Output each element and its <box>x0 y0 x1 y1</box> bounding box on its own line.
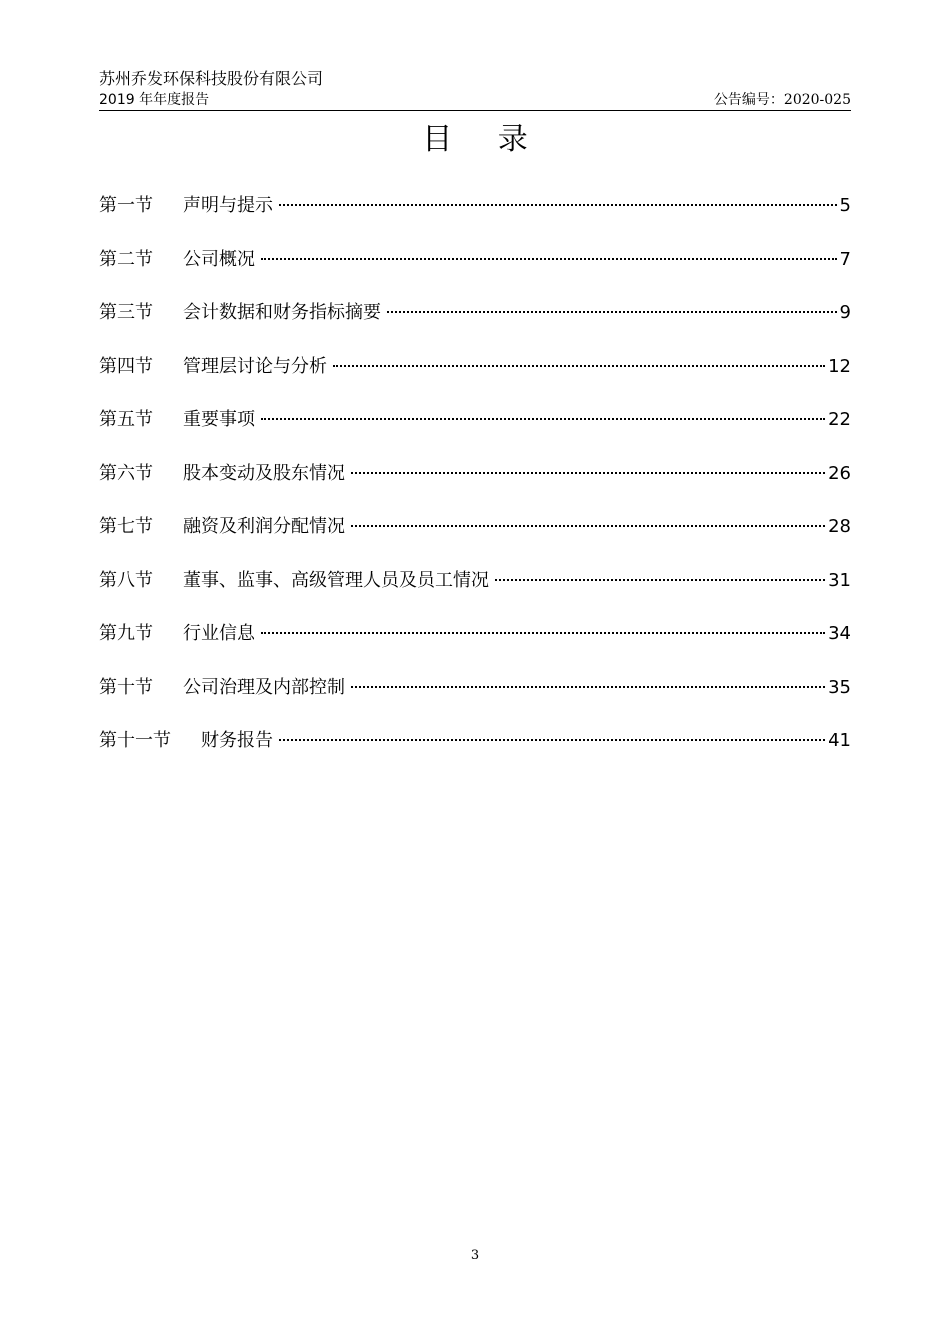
toc-name: 声明与提示 <box>183 195 273 216</box>
page-header <box>99 68 851 109</box>
table-of-contents <box>99 190 851 779</box>
toc-section: 第四节 <box>99 355 153 377</box>
toc-section: 第六节 <box>99 462 153 484</box>
toc-section: 第九节 <box>99 623 153 644</box>
toc-page: 35 <box>828 676 851 698</box>
toc-entry[interactable] <box>99 351 851 405</box>
toc-name: 公司概况 <box>183 248 255 270</box>
toc-name: 董事、监事、高级管理人员及员工情况 <box>183 569 489 591</box>
toc-leader-dots <box>351 472 825 474</box>
toc-page: 26 <box>828 462 851 484</box>
toc-section: 第十节 <box>99 676 153 698</box>
toc-page: 7 <box>839 248 851 270</box>
toc-entry[interactable] <box>99 190 851 244</box>
report-title: 2019 年年度报告 <box>99 92 210 108</box>
toc-name: 财务报告 <box>201 730 273 751</box>
toc-page: 12 <box>828 355 851 377</box>
toc-entry[interactable] <box>99 404 851 458</box>
toc-page: 34 <box>828 623 851 644</box>
toc-entry[interactable] <box>99 618 851 672</box>
toc-entry[interactable] <box>99 511 851 565</box>
toc-leader-dots <box>351 525 825 527</box>
toc-page: 5 <box>839 195 851 216</box>
toc-entry[interactable] <box>99 725 851 779</box>
toc-leader-dots <box>495 579 825 581</box>
toc-page: 41 <box>828 730 851 751</box>
toc-section: 第八节 <box>99 569 153 591</box>
toc-page: 22 <box>828 409 851 430</box>
company-name: 苏州乔发环保科技股份有限公司 <box>99 69 324 88</box>
toc-section: 第十一节 <box>99 730 171 751</box>
header-subrow <box>99 91 851 109</box>
toc-section: 第三节 <box>99 302 153 323</box>
toc-leader-dots <box>351 686 825 688</box>
toc-page: 9 <box>839 302 851 323</box>
toc-name: 融资及利润分配情况 <box>183 516 345 537</box>
toc-leader-dots <box>261 418 825 420</box>
header-rule <box>99 110 851 111</box>
toc-page: 31 <box>828 569 851 591</box>
toc-title: 目 录 <box>422 122 546 157</box>
toc-name: 行业信息 <box>183 623 255 644</box>
toc-section: 第五节 <box>99 409 153 430</box>
toc-leader-dots <box>279 739 825 741</box>
toc-entry[interactable] <box>99 672 851 726</box>
toc-section: 第一节 <box>99 195 153 216</box>
page-number: 3 <box>470 1248 480 1263</box>
toc-entry[interactable] <box>99 297 851 351</box>
toc-section: 第七节 <box>99 516 153 537</box>
toc-name: 重要事项 <box>183 409 255 430</box>
toc-leader-dots <box>261 258 837 260</box>
toc-page: 28 <box>828 516 851 537</box>
toc-leader-dots <box>279 204 837 206</box>
toc-name: 公司治理及内部控制 <box>183 676 345 698</box>
toc-name: 股本变动及股东情况 <box>183 462 345 484</box>
toc-name: 会计数据和财务指标摘要 <box>183 302 381 323</box>
toc-entry[interactable] <box>99 565 851 619</box>
toc-leader-dots <box>387 311 837 313</box>
toc-leader-dots <box>333 365 825 367</box>
toc-entry[interactable] <box>99 458 851 512</box>
notice-number: 公告编号：2020-025 <box>713 92 851 108</box>
toc-entry[interactable] <box>99 244 851 298</box>
toc-name: 管理层讨论与分析 <box>183 355 327 377</box>
toc-leader-dots <box>261 632 825 634</box>
toc-section: 第二节 <box>99 248 153 270</box>
